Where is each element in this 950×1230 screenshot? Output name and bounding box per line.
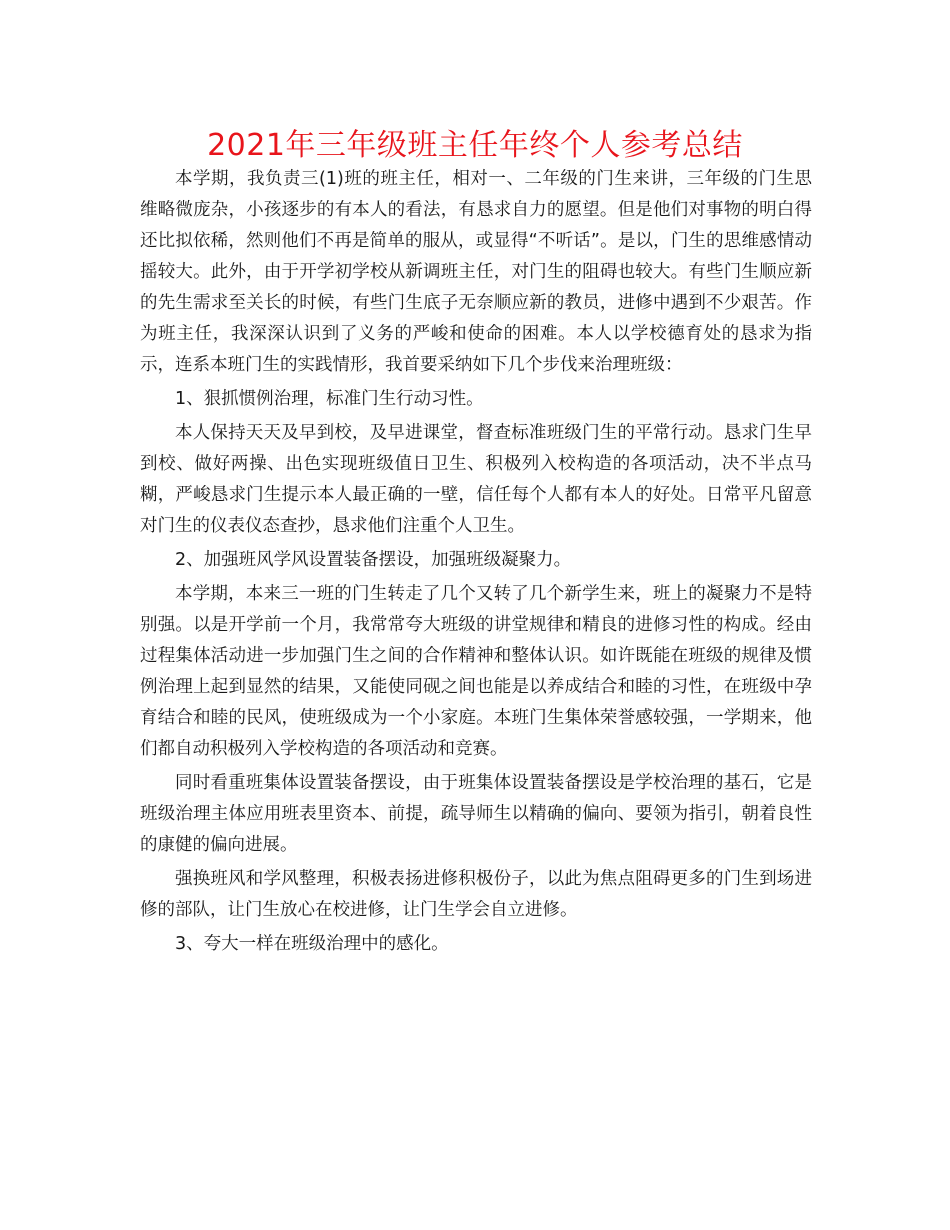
paragraph-class-collective: 同时看重班集体设置装备摆设，由于班集体设置装备摆设是学校治理的基石，它是班级治理主体应用班表里资本、前提，疏导师生以精确的偏向、要领为指引，朝着良性的康健的偏向进展。 [140, 773, 812, 855]
paragraph-routine-management: 本人保持天天及早到校，及早进课堂，督查标准班级门生的平常行动。恳求门生早到校、做好两操、出色实现班级值日卫生、积极列入校构造的各项活动，决不半点马糊，严峻恳求门生提示本人最正确的一壁，信任每个人都有本人的好处。日常平凡留意对门生的仪表仪态查抄，恳求他们注重个人卫生。 [140, 423, 812, 536]
paragraph-intro: 本学期，我负责三(1)班的班主任，相对一、二年级的门生来讲，三年级的门生思维略微庞杂，小孩逐步的有本人的看法，有恳求自力的愿望。但是他们对事物的明白得还比拟依稀，然则他们不再是简单的服从，或显得“不听话”。是以，门生的思维感情动摇较大。此外，由于开学初学校从新调班主任，对门生的阻碍也较大。有些门生顺应新的先生需求至关长的时候，有些门生底子无奈顺应新的教员，进修中遇到不少艰苦。作为班主任，我深深认识到了义务的严峻和使命的困难。本人以学校德育处的恳求为指示，连系本班门生的实践情形，我首要采纳如下几个步伐来治理班级： [140, 169, 812, 375]
section-heading-2: 2、加强班风学风设置装备摆设，加强班级凝聚力。 [175, 550, 572, 570]
paragraph-class-cohesion: 本学期，本来三一班的门生转走了几个又转了几个新学生来，班上的凝聚力不是特别强。以是开学前一个月，我常常夸大班级的讲堂规律和精良的进修习性的构成。经由过程集体活动进一步加强门生之间的合作精神和整体认识。如许既能在班级的规律及惯例治理上起到显然的结果，又能使同砚之间也能是以养成结合和睦的习性，在班级中孕育结合和睦的民风，使班级成为一个小家庭。本班门生集体荣誉感较强，一学期来，他们都自动积极列入学校构造的各项活动和竞赛。 [140, 584, 812, 759]
paragraph-study-atmosphere: 强换班风和学风整理，积极表扬进修积极份子，以此为焦点阻碍更多的门生到场进修的部队，让门生放心在校进修，让门生学会自立进修。 [140, 869, 812, 920]
section-heading-3: 3、夸大一样在班级治理中的感化。 [175, 934, 449, 954]
document-title: 2021年三年级班主任年终个人参考总结 [207, 128, 743, 163]
document-body [140, 164, 812, 963]
section-heading-1: 1、狠抓惯例治理，标准门生行动习性。 [175, 389, 484, 409]
